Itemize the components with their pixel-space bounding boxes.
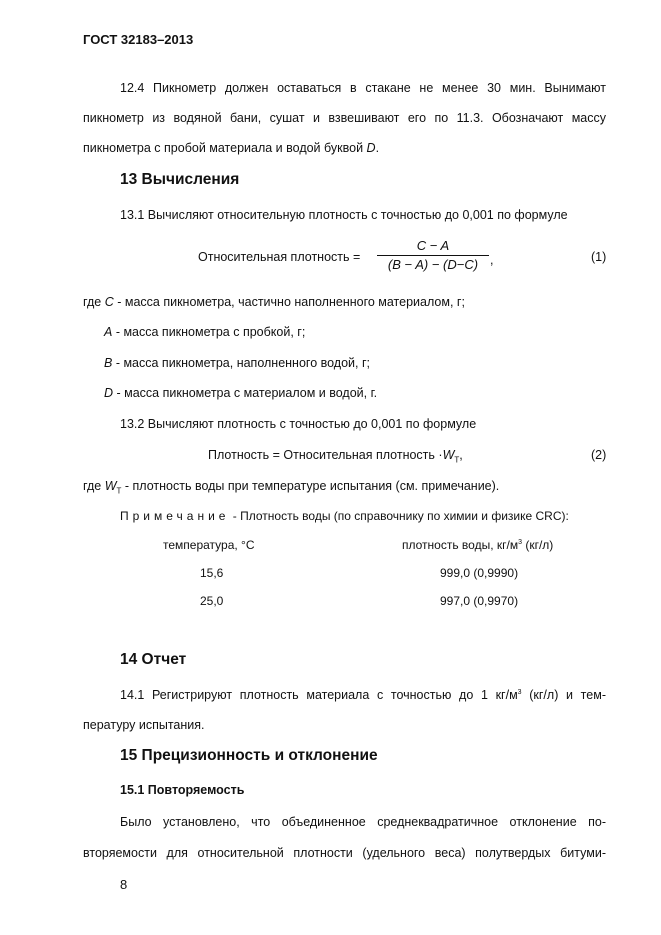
note-row1-density: 999,0 (0,9990) (440, 566, 519, 580)
note-col2-header-sup: 3 (518, 539, 522, 546)
formula1-numerator: C − A (416, 238, 450, 253)
where-b-text: - масса пикнометра, наполненного водой, г; (112, 356, 371, 370)
formula2-sub: T (454, 455, 460, 465)
p15-1-line2: вторяемости для относительной плотности (удельного веса) полутвердых битуми- (83, 846, 606, 860)
p14-1-line1 (120, 687, 606, 703)
formula1-denominator: (B − A) − (D−C) (387, 257, 479, 272)
where2-line (83, 478, 499, 494)
formula2-text: Плотность = Относительная плотность · (208, 448, 443, 462)
note-col2-header-a: плотность воды, кг/м (402, 538, 519, 552)
where-b-var: B (104, 356, 113, 370)
where-line-a (104, 324, 305, 340)
where-d-var: D (104, 386, 114, 400)
formula1-fraction (377, 238, 489, 273)
note-col1-header: температура, °C (163, 538, 255, 552)
note-row2-temp: 25,0 (200, 594, 224, 608)
p13-1: 13.1 Вычисляют относительную плотность с точностью до 0,001 по формуле (120, 208, 568, 222)
where-line-c (83, 294, 465, 310)
p12-4-line3-var: D (366, 141, 376, 155)
where-line-b (104, 355, 370, 371)
formula1-number: (1) (591, 250, 607, 264)
p13-2: 13.2 Вычисляют плотность с точностью до 0,001 по формуле (120, 417, 477, 431)
note-row1-temp: 15,6 (200, 566, 224, 580)
section-14-heading: 14 Отчет (120, 651, 187, 668)
note-line (120, 508, 569, 524)
formula2-number: (2) (591, 448, 607, 462)
formula1-fraction-bar (377, 255, 489, 256)
p14-1-line1-b: (кг/л) и тем- (521, 688, 606, 702)
where-d-text: - масса пикнометра с материалом и водой, г. (113, 386, 378, 400)
formula1-tail: , (490, 253, 494, 267)
formula2-var: W (442, 448, 455, 462)
where2-var: W (104, 479, 117, 493)
p12-4-line2: пикнометр из водяной бани, сушат и взвешивают его по 11.3. Обозначают массу (83, 111, 606, 125)
formula2-tail: , (459, 448, 463, 462)
note-col2-header-b: (кг/л) (522, 538, 554, 552)
formula1-lhs: Относительная плотность = (198, 250, 361, 264)
where2-text: - плотность воды при температуре испытания (см. примечание). (121, 479, 500, 493)
p14-1-line1-sup: 3 (517, 688, 522, 696)
p12-4-line1: 12.4 Пикнометр должен оставаться в стакане не менее 30 мин. Вынимают (120, 81, 606, 95)
section-13-heading: 13 Вычисления (120, 171, 240, 188)
where-c-text: - масса пикнометра, частично наполненного материалом, г; (113, 295, 465, 309)
p14-1-line1-a: 14.1 Регистрируют плотность материала с точностью до 1 кг/м (120, 688, 518, 702)
note-text: - Плотность воды (по справочнику по химии и физике CRC): (229, 509, 569, 523)
where-a-text: - масса пикнометра с пробкой, г; (112, 325, 306, 339)
standard-code-header: ГОСТ 32183–2013 (83, 32, 194, 47)
formula2 (208, 447, 463, 463)
where2-prefix: где (83, 479, 105, 493)
p12-4-line3 (83, 140, 379, 156)
where-a-var: A (104, 325, 113, 339)
section-15-1-heading: 15.1 Повторяемость (120, 783, 245, 797)
page-number: 8 (120, 877, 128, 892)
p14-1-line2: пературу испытания. (83, 718, 205, 732)
p12-4-line3-text: пикнометра с пробой материала и водой буквой (83, 141, 367, 155)
note-row2-density: 997,0 (0,9970) (440, 594, 519, 608)
section-15-heading: 15 Прецизионность и отклонение (120, 747, 378, 764)
where2-sub: T (116, 486, 122, 496)
where-c-prefix: где (83, 295, 105, 309)
where-c-var: C (104, 295, 114, 309)
p15-1-line1: Было установлено, что объединенное среднеквадратичное отклонение по- (120, 815, 606, 829)
p12-4-line3-end: . (375, 141, 380, 155)
where-line-d (104, 385, 377, 401)
note-label: Примечание (120, 509, 230, 523)
note-col2-header (402, 537, 553, 553)
